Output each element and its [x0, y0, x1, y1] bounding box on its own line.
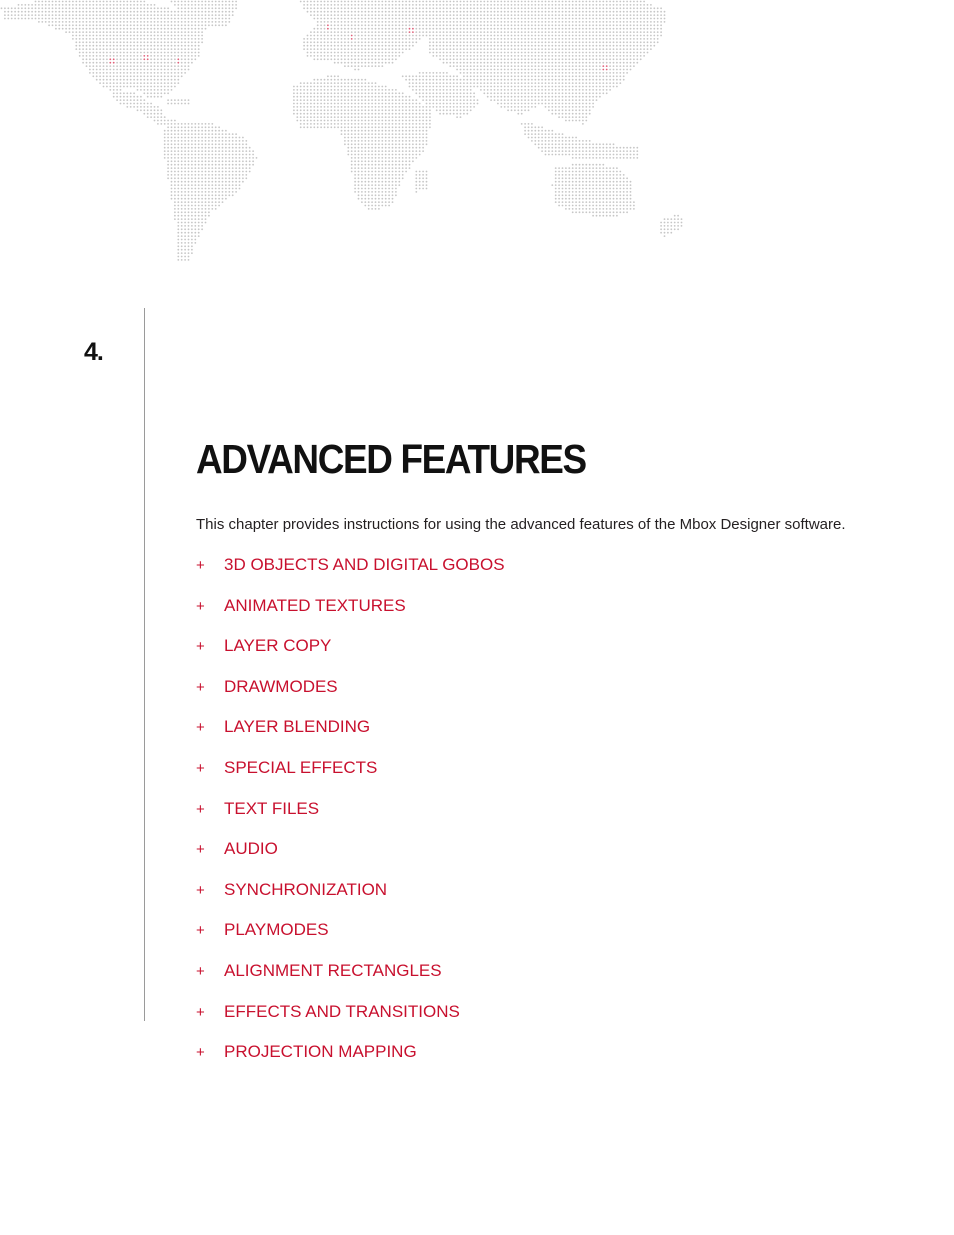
topic-link-playmodes[interactable]: PLAYMODES — [224, 920, 329, 940]
topic-link-drawmodes[interactable]: DRAWMODES — [224, 676, 338, 696]
topic-link-synchronization[interactable]: SYNCHRONIZATION — [224, 879, 388, 899]
topic-item — [196, 717, 505, 758]
topic-link-special-effects[interactable]: SPECIAL EFFECTS — [224, 757, 378, 777]
topic-link-projection-mapping[interactable]: PROJECTION MAPPING — [224, 1042, 417, 1062]
vertical-divider — [144, 308, 145, 1021]
plus-bullet-icon: + — [196, 719, 205, 737]
plus-bullet-icon: + — [196, 678, 205, 696]
topic-item — [196, 596, 505, 637]
topic-item — [196, 799, 505, 840]
topic-item — [196, 555, 505, 596]
topic-item — [196, 1042, 505, 1083]
plus-bullet-icon: + — [196, 557, 205, 574]
topic-link-layer-copy[interactable]: LAYER COPY — [224, 636, 332, 656]
topic-item — [196, 880, 505, 921]
chapter-title: ADVANCED FEATURES — [196, 436, 586, 482]
topic-item — [196, 961, 505, 1002]
plus-bullet-icon: + — [196, 841, 205, 859]
topic-link-text-files[interactable]: TEXT FILES — [224, 798, 320, 818]
topic-item — [196, 839, 505, 880]
topic-item — [196, 758, 505, 799]
topic-link-effects-transitions[interactable]: EFFECTS AND TRANSITIONS — [224, 1001, 460, 1021]
plus-bullet-icon: + — [196, 800, 205, 818]
topic-item — [196, 636, 505, 677]
plus-bullet-icon: + — [196, 1003, 205, 1021]
plus-bullet-icon: + — [196, 597, 205, 615]
chapter-number: 4. — [84, 338, 103, 366]
plus-bullet-icon: + — [196, 759, 205, 777]
dotted-world-map-icon — [0, 0, 700, 270]
plus-bullet-icon: + — [196, 922, 205, 940]
topic-item — [196, 677, 505, 718]
topic-list — [196, 555, 505, 1083]
topic-link-audio[interactable]: AUDIO — [224, 839, 278, 859]
plus-bullet-icon: + — [196, 638, 205, 656]
topic-link-animated-textures[interactable]: ANIMATED TEXTURES — [224, 595, 406, 615]
plus-bullet-icon: + — [196, 1044, 205, 1062]
topic-item — [196, 920, 505, 961]
topic-item — [196, 1002, 505, 1043]
topic-link-alignment-rectangles[interactable]: ALIGNMENT RECTANGLES — [224, 960, 442, 980]
plus-bullet-icon: + — [196, 962, 205, 980]
plus-bullet-icon: + — [196, 881, 205, 899]
topic-link-layer-blending[interactable]: LAYER BLENDING — [224, 717, 371, 737]
chapter-intro: This chapter provides instructions for using the advanced features of the Mbox Designer software. — [196, 516, 846, 533]
topic-link-3d-objects[interactable]: 3D OBJECTS AND DIGITAL GOBOS — [224, 555, 505, 574]
